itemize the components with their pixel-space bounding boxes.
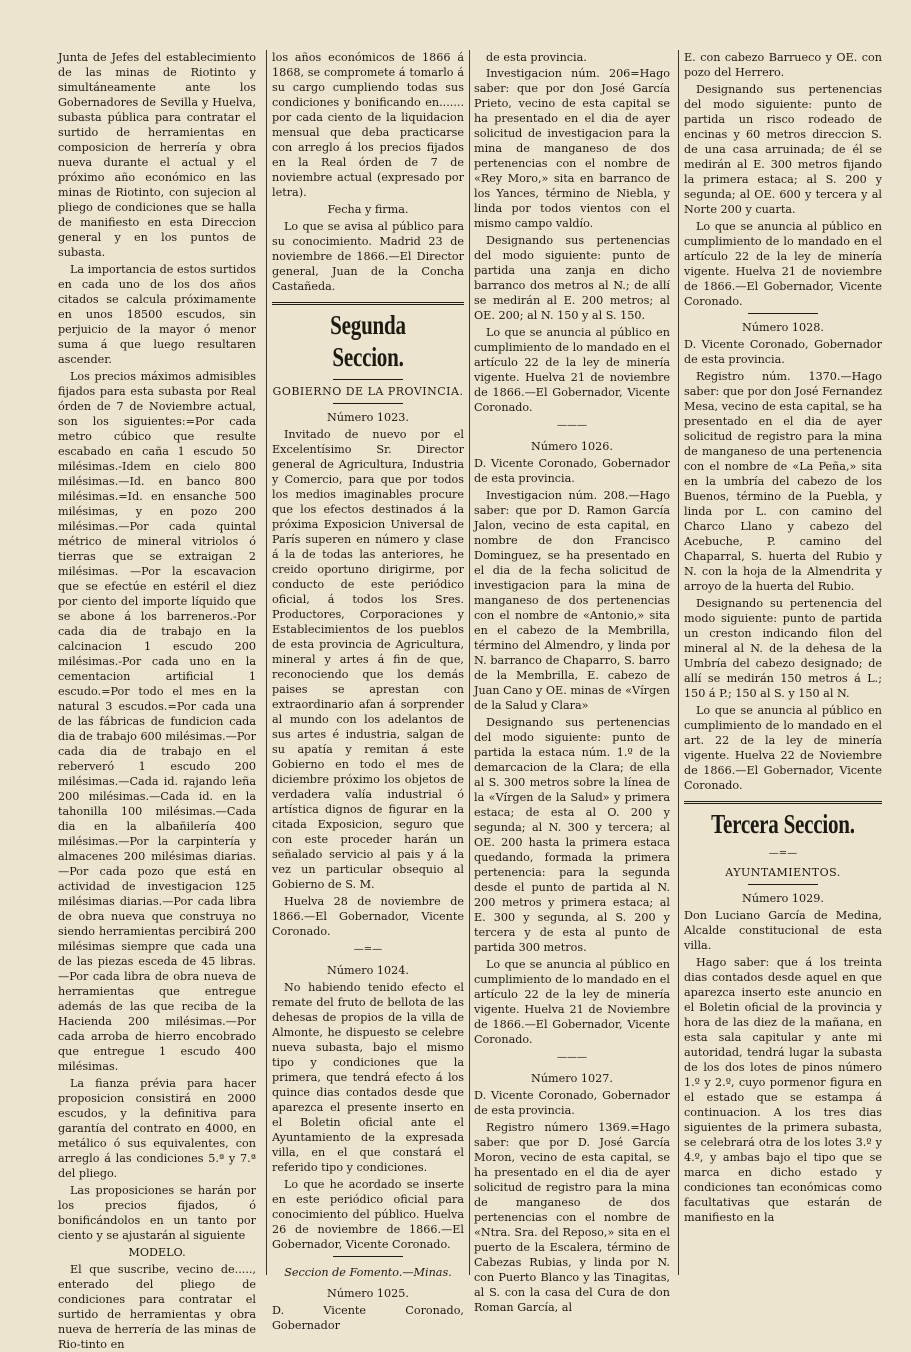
paragraph: D. Vicente Coronado, Gobernador de esta provincia. (474, 1089, 670, 1117)
short-rule (748, 884, 818, 885)
paragraph: D. Vicente Coronado, Gobernador de esta provincia. (474, 457, 670, 485)
fecha-firma: Fecha y firma. (327, 203, 409, 216)
subsection-heading: Seccion de Fomento.—Minas. (284, 1266, 452, 1279)
column-rule (469, 50, 470, 1275)
paragraph: Lo que se anuncia al público en cumplimiento de lo mandado en el artículo 22 de la ley de minería vigente. Huelva 21 de noviembre de 1866.—El Gobernador, Vicente Coronado. (474, 326, 670, 414)
paragraph: D. Vicente Coronado, Gobernador (272, 1304, 464, 1332)
paragraph: Lo que se anuncia al público en cumplimiento de lo mandado en el artículo 22 de la ley de minería vigente. Huelva 21 de noviembre de 1866.—El Gobernador, Vicente Coronado. (684, 220, 882, 308)
short-rule (748, 313, 818, 314)
paragraph: Lo que se anuncia al público en cumplimiento de lo mandado en el artículo 22 de la ley de minería vigente. Huelva 21 de Noviembre de 1866.—El Gobernador, Vicente Coronado. (474, 958, 670, 1046)
paragraph: Huelva 28 de noviembre de 1866.—El Gobernador, Vicente Coronado. (272, 895, 464, 938)
paragraph: Designando sus pertenencias del modo siguiente: punto de partida la estaca núm. 1.º de la demarcacion de la Clara; de ella al S. 300 metros sobre la línea de la «Vírgen de la Salud» y primera estaca; de esta al O. 200 y segunda; al N. 300 y tercera; al OE. 200 hasta la primera estaca quedando, formada la primera pertenencia: para la segunda desde el punto de partida al N. 200 metros y primera estaca; al E. 300 y segunda, al S. 200 y tercera y de esta al punto de partida 300 metros. (474, 716, 670, 954)
paragraph: Lo que se anuncia al público en cumplimiento de lo mandado en el art. 22 de la ley de minería vigente. Huelva 22 de Noviembre de 1866.—El Gobernador, Vicente Coronado. (684, 704, 882, 792)
paragraph: Investigacion núm. 208.—Hago saber: que por D. Ramon García Jalon, vecino de esta capital, en nombre de don Francisco Dominguez, se ha presentado en el dia de la fecha solicitud de investigacion para la mina de manganeso de dos pertenencias con el nombre de «Antonio,» sita en el cabezo de la Membrilla, término del Almendro, y linda por N. barranco de Chaparro, S. barro de la Membrilla, E. cabezo de Juan Cano y OE. minas de «Vírgen de la Salud y Clara» (474, 489, 670, 712)
paragraph: Designando su pertenencia del modo siguiente: punto de partida un creston indicando filon del mineral al N. de la dehesa de la Umbría del cabezo designado; de allí se medirán 150 metros á L.; 150 á P.; 150 al S. y 150 al N. (684, 597, 882, 700)
notice-number: Número 1024. (327, 964, 409, 977)
section-title-tercera: Tercera Seccion. (711, 809, 855, 839)
paragraph: El que suscribe, vecino de....., enterado del pliego de condiciones para contratar el surtido de herramientas y obra nueva de herrería de las minas de Rio-tinto en (58, 1263, 256, 1351)
paragraph: los años económicos de 1866 á 1868, se compromete á tomarlo á su cargo cumpliendo todas sus condiciones y bonificando en....... por cada ciento de la liquidacion mensual que deba practicarse con arreglo á los precios fijados en la Real órden de 7 de noviembre actual (expresado por letra). (272, 51, 464, 199)
section-subheading: AYUNTAMIENTOS. (725, 866, 841, 879)
paragraph: Junta de Jefes del establecimiento de las minas de Riotinto y simultáneamente ante los Gobernadores de Sevilla y Huelva, subasta pública para contratar el surtido de herramientas en composicion de herrería y obra nueva durante el actual y el próximo año económico en las minas de Riotinto, con sujecion al pliego de condiciones que se halla de manifiesto en esta Direccion general y en los puntos de subasta. (58, 51, 256, 259)
paragraph: Don Luciano García de Medina, Alcalde constitucional de esta villa. (684, 909, 882, 952)
paragraph: Investigacion núm. 206=Hago saber: que por don José García Prieto, vecino de esta capital se ha presentado en el dia de ayer solicitud de investigacion para la mina de manganeso de dos pertenencias con el nombre de «Rey Moro,» sita en barranco de los Yances, término de Niebla, y linda por todos vientos con el mismo campo valdío. (474, 67, 670, 230)
section-subheading: GOBIERNO DE LA PROVINCIA. (272, 385, 464, 398)
column-rule (678, 50, 679, 1275)
paragraph: Invitado de nuevo por el Excelentísimo Sr. Director general de Agricultura, Industria y Comercio, para que por todos los medios imaginables procure que los efectos destinados á la próxima Exposicion Universal de París superen en número y clase á la de todas las anteriores, he creido oportuno dirigirme, por conducto de este periódico oficial, á todos los Sres. Productores, Corporaciones y Establecimientos de los pueblos de esta provincia de Agricultura, mineral y artes á fin de que, reconociendo que los demás paises se aprestan con extraordinario afan á sorprender al mundo con los adelantos de sus artes é industria, salgan de su apatía y remitan á este Gobierno en todo el mes de diciembre próximo los objetos de verdadera valía industrial ó artística dignos de figurar en la citada Exposicion, seguro que con este proceder harán un señalado servicio al pais y á la vez un particular obsequio al Gobierno de S. M. (272, 428, 464, 891)
notice-number: Número 1026. (531, 440, 613, 453)
notice-number: Número 1029. (742, 892, 824, 905)
column-4 (684, 50, 882, 1275)
paragraph: Hago saber: que á los treinta dias contados desde aquel en que aparezca inserto este anuncio en el Boletin oficial de la provincia y hora de las diez de la mañana, en esta sala capitular y ante mi autoridad, tendrá lugar la subasta de los dos lotes de pinos número 1.º y 2.º, cuyo pormenor figura en el estado que se estampa á continuacion. A los tres dias siguientes de la primera subasta, se celebrará otra de los lotes 3.º y 4.º, y ambas bajo el tipo que se marca en dicho estado y condiciones tan económicas como facultativas que estarán de manifiesto en la (684, 956, 882, 1224)
section-divider (272, 302, 464, 305)
paragraph: Registro núm. 1370.—Hago saber: que por don José Fernandez Mesa, vecino de esta capital, se ha presentado en el dia de ayer solicitud de registro para la mina de manganeso de una pertenencia con el nombre de «La Peña,» sita en la umbría del cabezo de los Buenos, término de la Puebla, y linda por L. con camino del Charco Llano y cabezo del Acebuche, P. camino del Chaparral, S. huerta del Rubio y N. con la hoja de la Almendrita y arroyo de la huerta del Rubio. (684, 370, 882, 593)
ornament-divider: ——— (557, 1052, 587, 1063)
paragraph: Designando sus pertenencias del modo siguiente: punto de partida una zanja en dicho barranco dos metros al N.; de allí se medirán al E. 200 metros; al OE. 200; al N. 150 y al S. 150. (474, 234, 670, 322)
column-1 (58, 50, 256, 1351)
paragraph: de esta provincia. (486, 51, 587, 64)
section-divider (684, 801, 882, 804)
modelo-heading: MODELO. (128, 1246, 186, 1259)
notice-number: Número 1025. (327, 1287, 409, 1300)
short-rule (333, 379, 403, 380)
paragraph: La importancia de estos surtidos en cada uno de los dos años citados se calcula próximamente en unos 18500 escudos, sin perjuicio de la mayor ó menor suma á que luego resultaren ascender. (58, 263, 256, 366)
short-rule (333, 403, 403, 404)
ornament-divider: —=— (353, 944, 383, 955)
notice-number: Número 1028. (742, 321, 824, 334)
paragraph: No habiendo tenido efecto el remate del fruto de bellota de las dehesas de propios de la villa de Almonte, he dispuesto se celebre nueva subasta, bajo el mismo tipo y condiciones que la primera, que tendrá efecto á los quince dias contados desde que aparezca el presente inserto en el Boletin oficial ante el Ayuntamiento de la expresada villa, en el que constará el referido tipo y condiciones. (272, 981, 464, 1174)
paragraph: E. con cabezo Barrueco y OE. con pozo del Herrero. (684, 51, 882, 79)
paragraph: Las proposiciones se harán por los precios fijados, ó bonificándolos en un tanto por ciento y se ajustarán al siguiente (58, 1184, 256, 1242)
paragraph: La fianza prévia para hacer proposicion consistirá en 2000 escudos, y la definitiva para garantía del contrato en 4000, en metálico ó sus equivalentes, con arreglo á las condiciones 5.ª y 7.ª del pliego. (58, 1077, 256, 1180)
column-rule (266, 50, 267, 1275)
column-2 (272, 50, 464, 1332)
column-3 (474, 50, 670, 1314)
paragraph: D. Vicente Coronado, Gobernador de esta provincia. (684, 338, 882, 366)
paragraph: Lo que he acordado se inserte en este periódico oficial para conocimiento del público. Huelva 26 de noviembre de 1866.—El Gobernador, Vicente Coronado. (272, 1178, 464, 1251)
paragraph: Designando sus pertenencias del modo siguiente: punto de partida un risco rodeado de encinas y 60 metros direccion S. de una casa arruinada; de él se medirán al E. 300 metros fijando la primera estaca; al S. 200 y segunda; al OE. 600 y tercera y al Norte 200 y cuarta. (684, 83, 882, 216)
ornament-divider: ——— (557, 420, 587, 431)
section-title-segunda: Segunda Seccion. (330, 310, 406, 372)
paragraph: Lo que se avisa al público para su conocimiento. Madrid 23 de noviembre de 1866.—El Director general, Juan de la Concha Castañeda. (272, 220, 464, 293)
ornament-divider: —=— (768, 848, 798, 859)
paragraph: Los precios máximos admisibles fijados para esta subasta por Real órden de 7 de Noviembre actual, son los siguientes:=Por cada metro cúbico que resulte escabado en caña 1 escudo 50 milésimas.-Idem en cielo 800 milésimas.—Id. en banco 800 milésimas.=Id. en ensanche 500 milésimas, y en pozo 200 milésimas.—Por cada quintal métrico de mineral vitriolos ó tierras que se extraigan 2 milésimas. —Por la escavacion que se efectúe en estéril el diez por ciento del importe líquido que se abone á los barreneros.-Por cada dia de trabajo en la calcinacion 1 escudo 200 milésimas.-Por cada uno en la cementacion artificial 1 escudo.=Por todo el mes en la natural 3 escudos.=Por cada una de las fábricas de fundicion cada dia de trabajo 600 milésimas.—Por cada dia de trabajo en el reberveró 1 escudo 200 milésimas.—Cada id. rajando leña 200 milésimas.—Cada id. en la tahonilla 100 milésimas.—Cada dia en la albañilería 400 milésimas.—Por la carpintería y almacenes 200 milésimas diarias.—Por cada pozo que está en actividad de investigacion 125 milésimas diarias.—Por cada libra de obra nueva que construya no siendo herramientas percibirá 200 milésimas siempre que cada una de las piezas esceda de 45 libras.—Por cada libra de obra nueva de herramientas que entregue además de las que reciba de la Hacienda 200 milésimas.—Por cada arroba de hierro encobrado que entregue 1 escudo 400 milésimas. (58, 370, 256, 1073)
notice-number: Número 1027. (531, 1072, 613, 1085)
paragraph: Registro número 1369.=Hago saber: que por D. José García Moron, vecino de esta capital, se ha presentado en el dia de ayer solicitud de registro para la mina de manganeso de dos pertenencias con el nombre de «Ntra. Sra. del Reposo,» sita en el puerto de la Escalera, término de Cabezas Rubias, y linda por N. con Puerto Blanco y las Tinagitas, al S. con la casa del Cura de don Roman García, al (474, 1121, 670, 1314)
notice-number: Número 1023. (327, 411, 409, 424)
short-rule (333, 1256, 403, 1257)
